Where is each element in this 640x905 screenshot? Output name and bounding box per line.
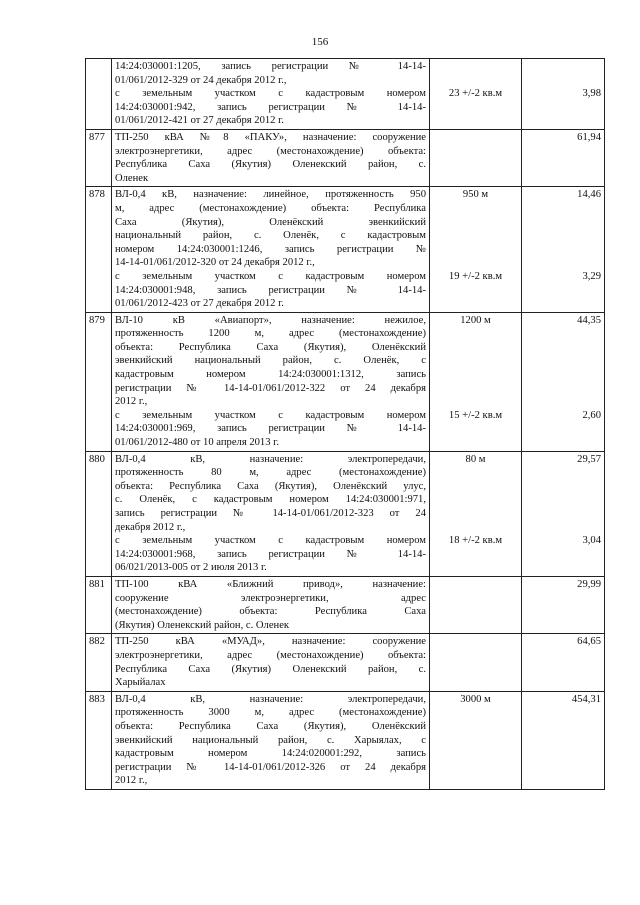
object-value [522,691,605,789]
size-line [433,145,518,159]
size-line [433,114,518,128]
description-line: кадастровым номером 14:24:030001:1312, запись [115,369,426,381]
size-line [433,720,518,734]
size-line [433,436,518,450]
description-line: 01/061/2012-421 от 27 декабря 2012 г. [115,115,284,127]
description-line: (местонахождение) объекта: Республика Саха [115,606,426,618]
description-line: Саха (Якутия), Оленёкский эвенкийский [115,216,426,228]
size-line [433,216,518,230]
object-description [112,59,430,130]
object-size [430,312,522,451]
object-size [430,129,522,186]
value-line [525,561,601,575]
object-description [112,312,430,451]
object-description [112,451,430,576]
description-line: 01/061/2012-423 от 27 декабря 2012 г. [115,298,284,310]
description-line: регистрации № 14-14-01/061/2012-326 от 24 декабря [115,761,426,773]
description-line: ВЛ-0,4 кВ, назначение: линейное, протяженность 950 [115,189,426,201]
object-value [522,187,605,312]
value-line [525,395,601,409]
value-line [525,145,601,159]
size-line [433,243,518,257]
description-line: ТП-250 кВА №8 «ПАКУ», назначение: сооружение [115,131,426,143]
row-number: 880 [86,451,112,576]
description-line: ВЛ-10 кВ «Авиапорт», назначение: нежилое, [115,314,426,326]
size-line: 80 м [465,453,486,465]
value-line [525,284,601,298]
description-line: Республика Саха (Якутия) Оленекский район, с. [115,159,426,171]
size-line [433,131,518,145]
value-line: 29,99 [577,578,601,590]
value-line [525,663,601,677]
description-line: электроэнергетики, адрес (местонахождение) объекта: [115,649,426,661]
size-line [433,507,518,521]
object-description [112,129,430,186]
description-line: 14-14-01/061/2012-320 от 24 декабря 2012 г., [115,257,315,269]
description-line: сооружение электроэнергетики, адрес [115,592,426,604]
size-line [433,548,518,562]
value-line [525,216,601,230]
value-line [525,382,601,396]
row-number: 877 [86,129,112,186]
row-number [86,59,112,130]
property-table [85,58,605,790]
size-line [433,592,518,606]
value-line [525,619,601,633]
description-line: электроэнергетики, адрес (местонахождение) объекта: [115,145,426,157]
size-line [433,382,518,396]
size-line [433,284,518,298]
description-line: номером 14:24:030001:1246, запись регистрации № [115,243,426,255]
object-description [112,634,430,691]
size-line [433,101,518,115]
size-line [433,60,518,74]
description-line: Оленек [115,172,149,184]
size-line [433,493,518,507]
size-line [433,761,518,775]
value-line [525,368,601,382]
description-line: с. Оленёк, с кадастровым номером 14:24:030001:971, [115,494,426,506]
value-line [525,734,601,748]
row-number: 879 [86,312,112,451]
value-line [525,74,601,88]
value-line [525,422,601,436]
size-line: 19 +/-2 кв.м [448,270,503,282]
size-line: 950 м [462,189,489,201]
object-value [522,129,605,186]
value-line [525,243,601,257]
value-line [525,354,601,368]
description-line: ВЛ-0,4 кВ, назначение: электропередачи, [115,453,426,465]
description-line: 14:24:030001:942, запись регистрации № 14-14- [115,101,426,113]
object-size [430,187,522,312]
table-row [86,312,605,451]
object-value [522,59,605,130]
row-number: 882 [86,634,112,691]
description-line: объекта: Республика Саха (Якутия), Оленёкский [115,720,426,732]
page-number: 156 [311,36,329,48]
size-line: 1200 м [460,314,491,326]
size-line [433,578,518,592]
description-line: национальный район, с. Оленёк, с кадастровым [115,230,426,242]
description-line: ТП-250 кВА «МУАД», назначение: сооружение [115,636,426,648]
value-line [525,720,601,734]
size-line [433,341,518,355]
value-line [525,761,601,775]
description-line: 14:24:030001:948, запись регистрации № 14-14- [115,284,426,296]
table-row [86,187,605,312]
value-line [525,747,601,761]
value-line [525,158,601,172]
size-line [433,774,518,788]
value-line [525,507,601,521]
value-line [525,229,601,243]
size-line [433,480,518,494]
description-line: ВЛ-0,4 кВ, назначение: электропередачи, [115,693,426,705]
value-line: 64,65 [577,636,601,648]
value-line [525,172,601,186]
value-line [525,101,601,115]
value-line: 61,94 [577,131,601,143]
object-size [430,451,522,576]
object-size [430,634,522,691]
description-line: объекта: Республика Саха (Якутия), Оленёкский улус, [115,480,426,492]
value-line [525,605,601,619]
description-line: 14:24:030001:968, запись регистрации № 14-14- [115,548,426,560]
size-line [433,297,518,311]
value-line [525,774,601,788]
size-line [433,229,518,243]
size-line [433,158,518,172]
value-line: 2,60 [582,409,601,421]
description-line: ТП-100 кВА «Ближний привод», назначение: [115,578,426,590]
value-line: 44,35 [577,314,601,326]
value-line [525,202,601,216]
description-line: с земельным участком с кадастровым номером [115,270,426,282]
description-line: 14:24:030001:1205, запись регистрации № 14-14- [115,61,426,72]
description-line: объекта: Республика Саха (Якутия), Оленёкский [115,341,426,353]
size-line [433,663,518,677]
size-line [433,734,518,748]
size-line [433,368,518,382]
description-line: с земельным участком с кадастровым номером [115,409,426,421]
value-line [525,297,601,311]
description-line: 14:24:030001:969, запись регистрации № 14-14- [115,423,426,435]
description-line: эвенкийский национальный район, с. Оленёк, с [115,355,426,367]
size-line [433,466,518,480]
object-size [430,691,522,789]
object-value [522,576,605,633]
description-line: 06/021/2013-005 от 2 июля 2013 г. [115,562,267,574]
value-line [525,327,601,341]
object-size [430,59,522,130]
description-line: 01/061/2012-329 от 24 декабря 2012 г., [115,74,287,86]
description-line: 2012 г., [115,396,148,408]
value-line: 14,46 [577,189,601,201]
value-line [525,480,601,494]
table-row [86,129,605,186]
size-line [433,172,518,186]
row-number: 883 [86,691,112,789]
size-line [433,202,518,216]
object-description [112,187,430,312]
value-line: 454,31 [571,693,601,705]
value-line [525,436,601,450]
table-row [86,59,605,130]
description-line: декабря 2012 г., [115,521,186,533]
size-line: 3000 м [460,693,491,705]
description-line: с земельным участком с кадастровым номером [115,88,426,100]
table-row [86,576,605,633]
description-line: с земельным участком с кадастровым номером [115,535,426,547]
row-number: 881 [86,576,112,633]
value-line [525,676,601,690]
value-line [525,706,601,720]
size-line [433,422,518,436]
value-line: 29,57 [577,453,601,465]
size-line [433,605,518,619]
size-line: 18 +/-2 кв.м [448,535,503,547]
value-line [525,114,601,128]
value-line [525,493,601,507]
object-value [522,312,605,451]
value-line: 3,04 [582,535,601,547]
description-line: м, адрес (местонахождение) объекта: Республика [115,202,426,214]
value-line [525,649,601,663]
object-description [112,576,430,633]
size-line [433,676,518,690]
value-line [525,521,601,535]
value-line [525,466,601,480]
size-line [433,256,518,270]
size-line: 15 +/-2 кв.м [448,409,503,421]
value-line [525,592,601,606]
table-row [86,634,605,691]
value-line: 3,29 [582,270,601,282]
description-line: 01/061/2012-480 от 10 апреля 2013 г. [115,437,279,449]
table-row [86,451,605,576]
object-value [522,451,605,576]
description-line: (Якутия) Оленекский район, с. Оленек [115,619,290,631]
size-line [433,649,518,663]
size-line [433,521,518,535]
size-line: 23 +/-2 кв.м [448,88,503,100]
size-line [433,635,518,649]
value-line: 3,98 [582,88,601,100]
value-line [525,548,601,562]
object-value [522,634,605,691]
object-size [430,576,522,633]
size-line [433,74,518,88]
value-line [525,341,601,355]
property-table-body [86,59,605,790]
description-line: 2012 г., [115,775,148,787]
row-number: 878 [86,187,112,312]
description-line: Республика Саха (Якутия) Оленекский район, с. [115,663,426,675]
size-line [433,354,518,368]
description-line: запись регистрации № 14-14-01/061/2012-323 от 24 [115,508,426,519]
size-line [433,619,518,633]
size-line [433,561,518,575]
size-line [433,327,518,341]
description-line: кадастровым номером 14:24:020001:292, запись [115,748,426,760]
value-line [525,60,601,74]
description-line: протяженность 80 м, адрес (местонахождение) [115,467,426,479]
size-line [433,395,518,409]
size-line [433,747,518,761]
object-description [112,691,430,789]
value-line [525,256,601,270]
table-row [86,691,605,789]
description-line: эвенкийский национальный район, с. Харыялах, с [115,734,426,746]
size-line [433,706,518,720]
description-line: протяженность 1200 м, адрес (местонахождение) [115,328,426,340]
description-line: регистрации № 14-14-01/061/2012-322 от 24 декабря [115,382,426,394]
description-line: протяженность 3000 м, адрес (местонахождение) [115,707,426,719]
description-line: Харыйалах [115,677,166,689]
